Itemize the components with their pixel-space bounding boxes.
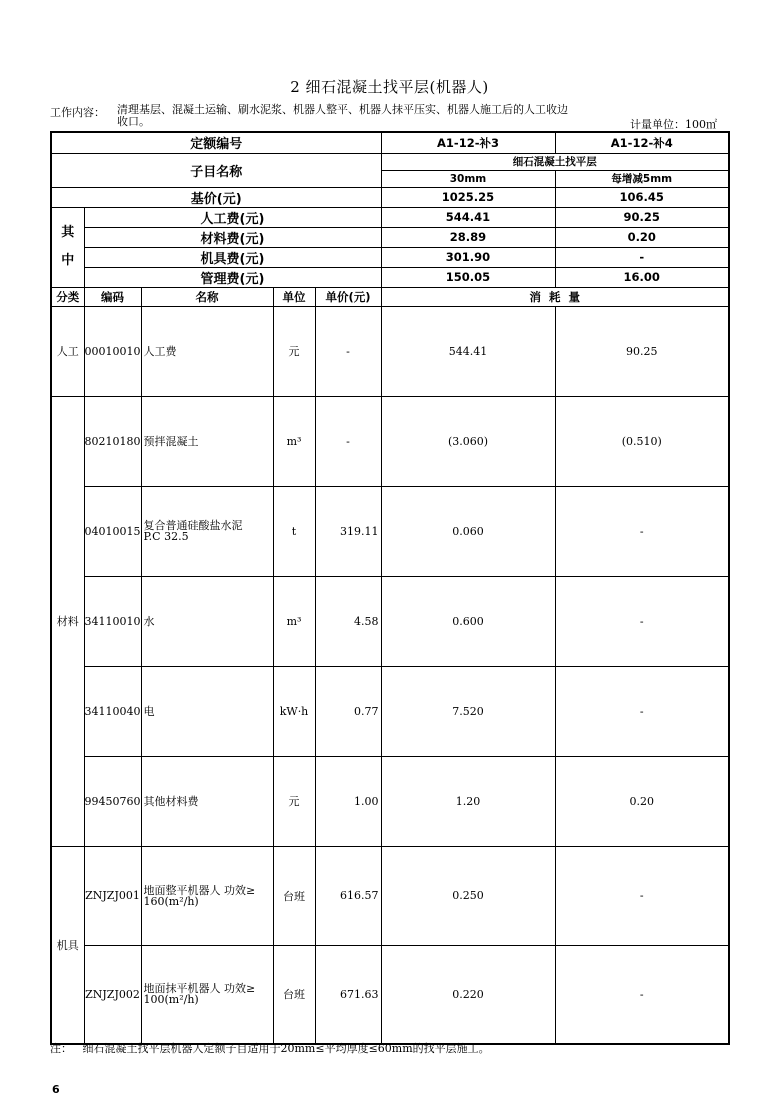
row-code: ZNJZJ001 bbox=[84, 846, 141, 945]
labor-cost-2: 90.25 bbox=[555, 207, 729, 227]
row-price: 1.00 bbox=[315, 756, 381, 846]
row-value-2: - bbox=[555, 945, 729, 1044]
category-material: 材料 bbox=[51, 396, 84, 846]
row-value-1: 7.520 bbox=[381, 666, 555, 756]
row-name-line1: 地面抹平机器人 功效≥ bbox=[143, 982, 256, 996]
base-price-2: 106.45 bbox=[555, 187, 729, 207]
table-row bbox=[51, 486, 729, 576]
row-name-line1: 复合普通硅酸盐水泥 bbox=[143, 519, 243, 532]
col-unit: 单位 bbox=[273, 287, 315, 306]
base-price-1: 1025.25 bbox=[381, 187, 555, 207]
row-name-line2: 100(m²/h) bbox=[143, 993, 199, 1007]
row-value-2: 0.20 bbox=[555, 756, 729, 846]
row-unit: 台班 bbox=[273, 945, 315, 1044]
material-cost-1: 28.89 bbox=[381, 227, 555, 247]
row-unit: 台班 bbox=[273, 846, 315, 945]
labor-cost-1: 544.41 bbox=[381, 207, 555, 227]
row-name-line1: 地面整平机器人 功效≥ bbox=[143, 883, 256, 897]
table-row bbox=[51, 666, 729, 756]
row-unit: 元 bbox=[273, 756, 315, 846]
col-consumption: 消 耗 量 bbox=[381, 287, 729, 306]
row-unit: t bbox=[273, 486, 315, 576]
row-code: 34110040 bbox=[84, 666, 141, 756]
category-machine: 机具 bbox=[51, 846, 84, 1044]
table-row bbox=[51, 396, 729, 486]
row-name: 水 bbox=[141, 576, 273, 666]
item-spec-1: 30mm bbox=[381, 170, 555, 187]
row-unit: 元 bbox=[273, 306, 315, 396]
row-name: 预拌混凝土 bbox=[141, 396, 273, 486]
of-which-label bbox=[51, 207, 84, 287]
code-label: 定额编号 bbox=[51, 132, 381, 153]
row-price: 319.11 bbox=[315, 486, 381, 576]
machine-cost-1: 301.90 bbox=[381, 247, 555, 267]
row-price: 616.57 bbox=[315, 846, 381, 945]
base-price-label: 基价(元) bbox=[51, 187, 381, 207]
row-value-1: 0.220 bbox=[381, 945, 555, 1044]
row-name: 其他材料费 bbox=[141, 756, 273, 846]
unit-note: 计量单位：100㎡ bbox=[630, 118, 717, 131]
row-value-2: - bbox=[555, 576, 729, 666]
page-number: 6 bbox=[52, 1083, 60, 1096]
row-unit: m³ bbox=[273, 576, 315, 666]
table-row bbox=[51, 846, 729, 945]
item-name-label: 子目名称 bbox=[51, 153, 381, 187]
code-col-2: A1-12-补4 bbox=[555, 132, 729, 153]
work-content-text: 清理基层、混凝土运输、刷水泥浆、机器人整平、机器人抹平压实、机器人施工后的人工收边收口。 bbox=[117, 103, 568, 128]
machine-cost-label: 机具费(元) bbox=[84, 247, 381, 267]
row-value-1: 544.41 bbox=[381, 306, 555, 396]
row-code: 04010015 bbox=[84, 486, 141, 576]
work-content-label: 工作内容： bbox=[50, 106, 105, 119]
row-name bbox=[141, 846, 273, 945]
management-cost-label: 管理费(元) bbox=[84, 267, 381, 287]
row-unit: m³ bbox=[273, 396, 315, 486]
row-code: ZNJZJ002 bbox=[84, 945, 141, 1044]
row-value-2: (0.510) bbox=[555, 396, 729, 486]
row-code: 99450760 bbox=[84, 756, 141, 846]
row-value-1: (3.060) bbox=[381, 396, 555, 486]
row-name: 人工费 bbox=[141, 306, 273, 396]
management-cost-1: 150.05 bbox=[381, 267, 555, 287]
row-price: - bbox=[315, 396, 381, 486]
row-value-2: - bbox=[555, 666, 729, 756]
row-code: 00010010 bbox=[84, 306, 141, 396]
code-col-1: A1-12-补3 bbox=[381, 132, 555, 153]
material-cost-label: 材料费(元) bbox=[84, 227, 381, 247]
row-value-1: 0.250 bbox=[381, 846, 555, 945]
material-cost-2: 0.20 bbox=[555, 227, 729, 247]
row-value-2: - bbox=[555, 486, 729, 576]
row-name bbox=[141, 945, 273, 1044]
row-code: 80210180 bbox=[84, 396, 141, 486]
row-value-1: 0.600 bbox=[381, 576, 555, 666]
row-name bbox=[141, 486, 273, 576]
item-spec-2: 每增减5mm bbox=[555, 170, 729, 187]
row-price: - bbox=[315, 306, 381, 396]
row-unit: kW·h bbox=[273, 666, 315, 756]
row-value-1: 0.060 bbox=[381, 486, 555, 576]
col-name: 名称 bbox=[141, 287, 273, 306]
row-name: 电 bbox=[141, 666, 273, 756]
item-group: 细石混凝土找平层 bbox=[381, 153, 729, 170]
category-labor: 人工 bbox=[51, 306, 84, 396]
table-row bbox=[51, 576, 729, 666]
machine-cost-2: - bbox=[555, 247, 729, 267]
row-name-line2: P.C 32.5 bbox=[143, 530, 189, 543]
quota-table bbox=[50, 131, 730, 1045]
row-value-2: - bbox=[555, 846, 729, 945]
row-code: 34110010 bbox=[84, 576, 141, 666]
table-row bbox=[51, 306, 729, 396]
row-price: 671.63 bbox=[315, 945, 381, 1044]
row-value-1: 1.20 bbox=[381, 756, 555, 846]
page-title: 2 细石混凝土找平层(机器人) bbox=[290, 78, 489, 96]
footnote: 注： 细石混凝土找平层机器人定额子目适用于20mm≤平均厚度≤60mm的找平层施工。 bbox=[50, 1042, 490, 1055]
col-category: 分类 bbox=[51, 287, 84, 306]
col-unit-price: 单价(元) bbox=[315, 287, 381, 306]
table-row bbox=[51, 756, 729, 846]
labor-cost-label: 人工费(元) bbox=[84, 207, 381, 227]
row-price: 0.77 bbox=[315, 666, 381, 756]
management-cost-2: 16.00 bbox=[555, 267, 729, 287]
of-which-text: 其中 bbox=[61, 225, 75, 268]
row-value-2: 90.25 bbox=[555, 306, 729, 396]
row-price: 4.58 bbox=[315, 576, 381, 666]
table-row bbox=[51, 945, 729, 1044]
row-name-line2: 160(m²/h) bbox=[143, 894, 199, 908]
col-code: 编码 bbox=[84, 287, 141, 306]
